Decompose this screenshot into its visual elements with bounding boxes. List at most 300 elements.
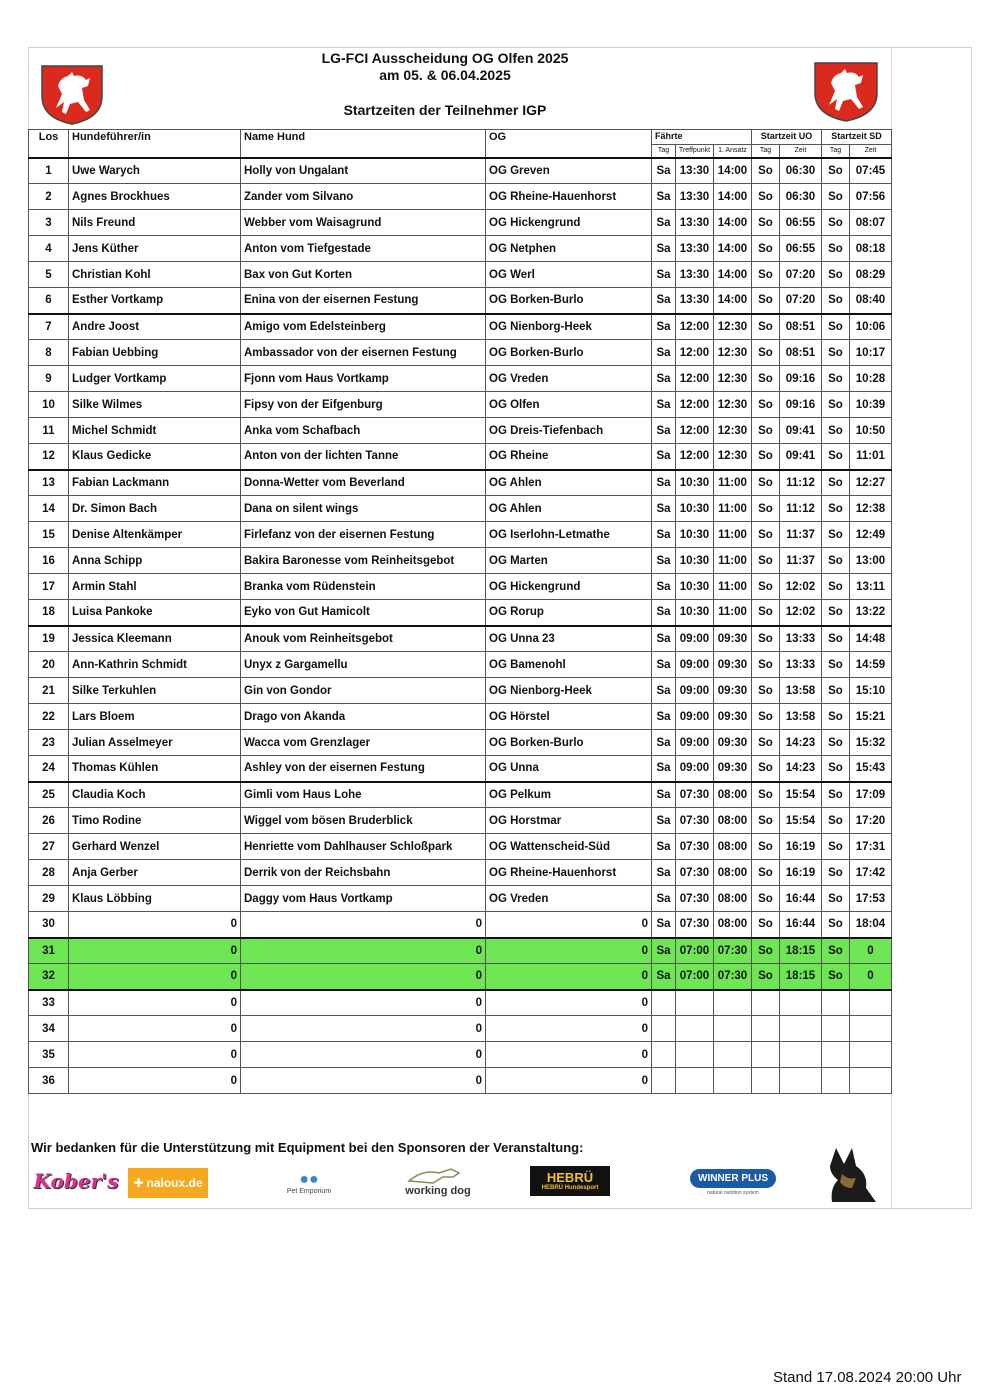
table-row [29, 288, 892, 314]
cell-sd-tag: So [822, 964, 850, 990]
cell-dog: Fipsy von der Eifgenburg [241, 392, 486, 418]
cell-los: 6 [29, 288, 69, 314]
sponsors-section [28, 1138, 972, 1209]
cell-uo-tag: So [752, 444, 780, 470]
cell-handler: Silke Terkuhlen [69, 678, 241, 704]
cell-og: OG Vreden [486, 366, 652, 392]
cell-sd-zeit [850, 1042, 892, 1068]
cell-treffpunkt: 12:00 [676, 314, 714, 340]
cell-dog: Unyx z Gargamellu [241, 652, 486, 678]
cell-sd-tag: So [822, 444, 850, 470]
cell-uo-zeit: 06:30 [780, 184, 822, 210]
cell-uo-tag: So [752, 262, 780, 288]
cell-faehrte-tag: Sa [652, 782, 676, 808]
cell-sd-zeit: 15:43 [850, 756, 892, 782]
cell-handler: Esther Vortkamp [69, 288, 241, 314]
naloux-logo[interactable] [128, 1168, 208, 1198]
cell-faehrte-tag: Sa [652, 522, 676, 548]
cell-uo-tag: So [752, 184, 780, 210]
cell-sd-tag: So [822, 574, 850, 600]
cell-dog: 0 [241, 1068, 486, 1094]
cell-dog: Wacca vom Grenzlager [241, 730, 486, 756]
cell-ansatz: 11:00 [714, 600, 752, 626]
kobers-logo[interactable] [34, 1166, 118, 1196]
cell-dog: Webber vom Waisagrund [241, 210, 486, 236]
cell-dog: Wiggel vom bösen Bruderblick [241, 808, 486, 834]
cell-uo-zeit: 11:12 [780, 496, 822, 522]
cell-ansatz: 12:30 [714, 444, 752, 470]
naloux-plus-icon: ✚ [133, 1176, 144, 1190]
cell-og: OG Vreden [486, 886, 652, 912]
cell-dog: 0 [241, 964, 486, 990]
cell-dog: Dana on silent wings [241, 496, 486, 522]
cell-dog: 0 [241, 938, 486, 964]
cell-faehrte-tag: Sa [652, 288, 676, 314]
cell-uo-zeit [780, 1042, 822, 1068]
cell-los: 31 [29, 938, 69, 964]
cell-uo-zeit: 15:54 [780, 782, 822, 808]
table-row [29, 600, 892, 626]
cell-sd-zeit: 07:56 [850, 184, 892, 210]
cell-faehrte-tag: Sa [652, 808, 676, 834]
cell-sd-tag [822, 1042, 850, 1068]
cell-uo-zeit: 09:41 [780, 418, 822, 444]
cell-handler: Agnes Brockhues [69, 184, 241, 210]
hebru-logo[interactable] [530, 1166, 610, 1196]
cell-ansatz: 12:30 [714, 418, 752, 444]
cell-uo-tag: So [752, 886, 780, 912]
cell-sd-tag: So [822, 626, 850, 652]
cell-faehrte-tag: Sa [652, 236, 676, 262]
cell-faehrte-tag: Sa [652, 470, 676, 496]
cell-ansatz: 09:30 [714, 730, 752, 756]
cell-handler: 0 [69, 964, 241, 990]
cell-sd-zeit: 15:32 [850, 730, 892, 756]
cell-uo-zeit: 08:51 [780, 314, 822, 340]
cell-uo-zeit: 11:12 [780, 470, 822, 496]
cell-faehrte-tag [652, 990, 676, 1016]
cell-faehrte-tag: Sa [652, 834, 676, 860]
cell-sd-tag [822, 1016, 850, 1042]
cell-sd-zeit: 18:04 [850, 912, 892, 938]
cell-sd-zeit: 17:42 [850, 860, 892, 886]
cell-los: 27 [29, 834, 69, 860]
table-row [29, 470, 892, 496]
cell-los: 7 [29, 314, 69, 340]
cell-sd-tag: So [822, 704, 850, 730]
cell-sd-zeit: 10:17 [850, 340, 892, 366]
cell-los: 26 [29, 808, 69, 834]
cell-ansatz: 08:00 [714, 834, 752, 860]
cell-dog: 0 [241, 990, 486, 1016]
table-row [29, 496, 892, 522]
cell-uo-tag: So [752, 964, 780, 990]
cell-ansatz: 08:00 [714, 808, 752, 834]
cell-ansatz: 11:00 [714, 470, 752, 496]
cell-treffpunkt: 07:30 [676, 860, 714, 886]
winner-plus-logo[interactable] [690, 1164, 776, 1200]
cell-treffpunkt: 12:00 [676, 444, 714, 470]
cell-og: OG Rheine-Hauenhorst [486, 184, 652, 210]
cell-faehrte-tag [652, 1016, 676, 1042]
cell-sd-zeit: 17:53 [850, 886, 892, 912]
cell-og: OG Olfen [486, 392, 652, 418]
cell-handler: Luisa Pankoke [69, 600, 241, 626]
subheader-ansatz: 1. Ansatz [714, 145, 752, 158]
cell-handler: Timo Rodine [69, 808, 241, 834]
cell-handler: Denise Altenkämper [69, 522, 241, 548]
cell-handler: Klaus Gedicke [69, 444, 241, 470]
table-row [29, 886, 892, 912]
cell-sd-zeit: 08:40 [850, 288, 892, 314]
cell-uo-tag: So [752, 600, 780, 626]
cell-los: 17 [29, 574, 69, 600]
cell-sd-zeit: 15:10 [850, 678, 892, 704]
cell-uo-tag: So [752, 548, 780, 574]
cell-los: 35 [29, 1042, 69, 1068]
cell-sd-zeit: 17:09 [850, 782, 892, 808]
winner-plus-subtext: natural nutrition system [707, 1189, 759, 1196]
table-row [29, 912, 892, 938]
cell-dog: Eyko von Gut Hamicolt [241, 600, 486, 626]
cell-faehrte-tag: Sa [652, 496, 676, 522]
cell-los: 8 [29, 340, 69, 366]
subheader-uo-tag: Tag [752, 145, 780, 158]
cell-dog: Bax von Gut Korten [241, 262, 486, 288]
cell-dog: Gimli vom Haus Lohe [241, 782, 486, 808]
cell-uo-zeit: 14:23 [780, 730, 822, 756]
cell-og: OG Wattenscheid-Süd [486, 834, 652, 860]
cell-sd-zeit: 12:27 [850, 470, 892, 496]
table-row [29, 262, 892, 288]
cell-sd-tag: So [822, 652, 850, 678]
cell-treffpunkt: 09:00 [676, 730, 714, 756]
cell-faehrte-tag: Sa [652, 366, 676, 392]
cell-og: OG Hörstel [486, 704, 652, 730]
cell-treffpunkt: 10:30 [676, 470, 714, 496]
cell-og: OG Borken-Burlo [486, 288, 652, 314]
cell-treffpunkt: 07:30 [676, 886, 714, 912]
cell-treffpunkt [676, 1068, 714, 1094]
working-dog-text: working dog [405, 1185, 471, 1197]
cell-sd-tag: So [822, 236, 850, 262]
table-row [29, 756, 892, 782]
cell-treffpunkt: 12:00 [676, 392, 714, 418]
subheader-uo-zeit: Zeit [780, 145, 822, 158]
cell-faehrte-tag: Sa [652, 626, 676, 652]
cell-los: 4 [29, 236, 69, 262]
cell-handler: Uwe Warych [69, 158, 241, 184]
cell-ansatz: 08:00 [714, 886, 752, 912]
cell-sd-tag: So [822, 886, 850, 912]
cell-og: OG Bamenohl [486, 652, 652, 678]
cell-og: OG Greven [486, 158, 652, 184]
table-header-row [29, 130, 892, 145]
cell-faehrte-tag: Sa [652, 392, 676, 418]
header-startzeit-sd: Startzeit SD [822, 130, 892, 145]
cell-sd-zeit: 08:07 [850, 210, 892, 236]
cell-ansatz: 14:00 [714, 262, 752, 288]
cell-uo-tag: So [752, 392, 780, 418]
table-row [29, 1042, 892, 1068]
cell-faehrte-tag: Sa [652, 184, 676, 210]
cell-uo-zeit: 09:41 [780, 444, 822, 470]
cell-sd-tag: So [822, 938, 850, 964]
cell-sd-zeit: 08:29 [850, 262, 892, 288]
cell-treffpunkt: 10:30 [676, 574, 714, 600]
cell-handler: Michel Schmidt [69, 418, 241, 444]
cell-uo-zeit: 06:55 [780, 236, 822, 262]
cell-treffpunkt: 07:30 [676, 808, 714, 834]
cell-handler: Anna Schipp [69, 548, 241, 574]
cell-sd-tag: So [822, 808, 850, 834]
naloux-logo-text: naloux.de [146, 1176, 203, 1190]
table-row [29, 834, 892, 860]
cell-treffpunkt: 10:30 [676, 496, 714, 522]
cell-sd-zeit: 13:00 [850, 548, 892, 574]
cell-ansatz: 07:30 [714, 964, 752, 990]
cell-uo-tag: So [752, 912, 780, 938]
cell-faehrte-tag: Sa [652, 444, 676, 470]
cell-og: OG Dreis-Tiefenbach [486, 418, 652, 444]
cell-dog: Anka vom Schafbach [241, 418, 486, 444]
cell-og: OG Netphen [486, 236, 652, 262]
cell-treffpunkt: 09:00 [676, 678, 714, 704]
cell-faehrte-tag: Sa [652, 756, 676, 782]
cell-treffpunkt: 13:30 [676, 210, 714, 236]
cell-faehrte-tag: Sa [652, 418, 676, 444]
cell-treffpunkt [676, 1016, 714, 1042]
cell-ansatz [714, 1068, 752, 1094]
cell-uo-zeit: 13:58 [780, 678, 822, 704]
table-row [29, 626, 892, 652]
cell-og: OG Rheine-Hauenhorst [486, 860, 652, 886]
table-row [29, 392, 892, 418]
cell-sd-tag: So [822, 548, 850, 574]
header-og: OG [486, 130, 652, 158]
cell-sd-tag: So [822, 288, 850, 314]
table-row [29, 990, 892, 1016]
cell-los: 5 [29, 262, 69, 288]
cell-ansatz: 11:00 [714, 548, 752, 574]
stand-timestamp: Stand 17.08.2024 20:00 Uhr [773, 1369, 962, 1386]
cell-uo-zeit: 11:37 [780, 522, 822, 548]
cell-og: 0 [486, 964, 652, 990]
cell-ansatz: 14:00 [714, 184, 752, 210]
table-row [29, 366, 892, 392]
cell-los: 20 [29, 652, 69, 678]
cell-los: 29 [29, 886, 69, 912]
cell-sd-tag: So [822, 912, 850, 938]
cell-sd-zeit [850, 990, 892, 1016]
cell-sd-tag: So [822, 366, 850, 392]
cell-handler: 0 [69, 1068, 241, 1094]
header-faehrte: Fährte [652, 130, 752, 145]
cell-sd-tag: So [822, 756, 850, 782]
cell-los: 25 [29, 782, 69, 808]
cell-sd-tag: So [822, 600, 850, 626]
cell-handler: Silke Wilmes [69, 392, 241, 418]
cell-og: OG Borken-Burlo [486, 340, 652, 366]
cell-sd-tag [822, 990, 850, 1016]
cell-uo-zeit: 08:51 [780, 340, 822, 366]
cell-uo-zeit: 09:16 [780, 392, 822, 418]
cell-treffpunkt: 07:00 [676, 964, 714, 990]
cell-los: 30 [29, 912, 69, 938]
cell-uo-zeit: 09:16 [780, 366, 822, 392]
cell-los: 21 [29, 678, 69, 704]
subheader-treffpunkt: Treffpunkt [676, 145, 714, 158]
cell-uo-zeit: 12:02 [780, 574, 822, 600]
table-row [29, 652, 892, 678]
cell-og: OG Hickengrund [486, 210, 652, 236]
cell-faehrte-tag: Sa [652, 912, 676, 938]
cell-faehrte-tag: Sa [652, 938, 676, 964]
cell-sd-zeit: 12:49 [850, 522, 892, 548]
cell-og: OG Nienborg-Heek [486, 678, 652, 704]
cell-treffpunkt: 13:30 [676, 236, 714, 262]
cell-uo-zeit: 13:33 [780, 652, 822, 678]
cell-treffpunkt: 10:30 [676, 548, 714, 574]
cell-treffpunkt: 12:00 [676, 340, 714, 366]
cell-treffpunkt: 09:00 [676, 626, 714, 652]
cell-sd-zeit: 10:39 [850, 392, 892, 418]
cell-dog: Amigo vom Edelsteinberg [241, 314, 486, 340]
cell-treffpunkt: 12:00 [676, 418, 714, 444]
cell-og: OG Marten [486, 548, 652, 574]
cell-sd-tag: So [822, 834, 850, 860]
cell-los: 36 [29, 1068, 69, 1094]
cell-faehrte-tag [652, 1068, 676, 1094]
cell-dog: 0 [241, 1016, 486, 1042]
cell-sd-zeit: 11:01 [850, 444, 892, 470]
cell-sd-zeit [850, 1068, 892, 1094]
cell-ansatz [714, 1016, 752, 1042]
cell-sd-tag: So [822, 314, 850, 340]
cell-sd-tag: So [822, 678, 850, 704]
cell-treffpunkt: 07:30 [676, 782, 714, 808]
cell-faehrte-tag: Sa [652, 262, 676, 288]
table-row [29, 184, 892, 210]
subtitle: Startzeiten der Teilnehmer IGP [343, 102, 547, 118]
cell-handler: Dr. Simon Bach [69, 496, 241, 522]
crest-right-icon [811, 57, 881, 123]
cell-faehrte-tag: Sa [652, 210, 676, 236]
cell-uo-zeit: 07:20 [780, 262, 822, 288]
cell-los: 15 [29, 522, 69, 548]
cell-treffpunkt: 12:00 [676, 366, 714, 392]
cell-ansatz [714, 990, 752, 1016]
cell-uo-zeit: 18:15 [780, 938, 822, 964]
table-row [29, 808, 892, 834]
cell-treffpunkt [676, 1042, 714, 1068]
cell-uo-tag [752, 1068, 780, 1094]
cell-uo-tag: So [752, 756, 780, 782]
cell-los: 11 [29, 418, 69, 444]
cell-sd-zeit: 10:06 [850, 314, 892, 340]
cell-sd-tag [822, 1068, 850, 1094]
cell-handler: Thomas Kühlen [69, 756, 241, 782]
cell-ansatz: 12:30 [714, 366, 752, 392]
cell-faehrte-tag: Sa [652, 158, 676, 184]
cell-og: OG Horstmar [486, 808, 652, 834]
cell-uo-tag: So [752, 652, 780, 678]
cell-handler: Anja Gerber [69, 860, 241, 886]
cell-dog: 0 [241, 912, 486, 938]
cell-uo-zeit: 16:19 [780, 834, 822, 860]
cell-handler: Julian Asselmeyer [69, 730, 241, 756]
cell-sd-tag: So [822, 392, 850, 418]
cell-faehrte-tag [652, 1042, 676, 1068]
cell-ansatz: 11:00 [714, 574, 752, 600]
cell-uo-tag: So [752, 626, 780, 652]
cell-uo-tag: So [752, 210, 780, 236]
cell-sd-zeit: 14:59 [850, 652, 892, 678]
cell-ansatz: 11:00 [714, 496, 752, 522]
cell-uo-zeit: 13:58 [780, 704, 822, 730]
pet-emporium-logo[interactable] [272, 1166, 346, 1200]
cell-dog: Anton vom Tiefgestade [241, 236, 486, 262]
cell-sd-tag: So [822, 262, 850, 288]
cell-sd-zeit: 0 [850, 964, 892, 990]
working-dog-logo[interactable] [388, 1162, 488, 1200]
cell-uo-tag: So [752, 808, 780, 834]
cell-dog: Ambassador von der eisernen Festung [241, 340, 486, 366]
cell-handler: Christian Kohl [69, 262, 241, 288]
cell-ansatz: 09:30 [714, 678, 752, 704]
cell-uo-zeit: 11:37 [780, 548, 822, 574]
title-line-2: am 05. & 06.04.2025 [379, 67, 511, 83]
cell-los: 3 [29, 210, 69, 236]
cell-uo-tag: So [752, 158, 780, 184]
cell-treffpunkt: 07:30 [676, 834, 714, 860]
subheader-sd-tag: Tag [822, 145, 850, 158]
cell-uo-tag: So [752, 366, 780, 392]
table-row [29, 1016, 892, 1042]
header-startzeit-uo: Startzeit UO [752, 130, 822, 145]
cell-dog: Henriette vom Dahlhauser Schloßpark [241, 834, 486, 860]
table-row [29, 418, 892, 444]
cell-ansatz: 09:30 [714, 626, 752, 652]
cell-los: 1 [29, 158, 69, 184]
cell-dog: Firlefanz von der eisernen Festung [241, 522, 486, 548]
cell-og: OG Hickengrund [486, 574, 652, 600]
cell-og: OG Borken-Burlo [486, 730, 652, 756]
cell-dog: Ashley von der eisernen Festung [241, 756, 486, 782]
cell-ansatz: 14:00 [714, 288, 752, 314]
cell-og: OG Unna [486, 756, 652, 782]
cell-handler: 0 [69, 1016, 241, 1042]
cell-uo-zeit: 15:54 [780, 808, 822, 834]
cell-faehrte-tag: Sa [652, 704, 676, 730]
cell-uo-tag: So [752, 782, 780, 808]
cell-uo-zeit: 14:23 [780, 756, 822, 782]
pet-emporium-text: Pet Emporium [286, 1187, 332, 1195]
sponsors-title: Wir bedanken für die Unterstützung mit Equipment bei den Sponsoren der Veranstaltung: [31, 1140, 584, 1155]
cell-dog: Drago von Akanda [241, 704, 486, 730]
title-line-1: LG-FCI Ausscheidung OG Olfen 2025 [321, 50, 569, 66]
cell-treffpunkt: 07:30 [676, 912, 714, 938]
cell-ansatz: 08:00 [714, 782, 752, 808]
kobers-logo-text: Kober's [33, 1169, 119, 1193]
cell-og: OG Iserlohn-Letmathe [486, 522, 652, 548]
cell-los: 18 [29, 600, 69, 626]
cell-sd-zeit: 15:21 [850, 704, 892, 730]
cell-sd-tag: So [822, 210, 850, 236]
running-dog-icon [403, 1165, 473, 1185]
cell-sd-zeit: 10:50 [850, 418, 892, 444]
cell-uo-zeit [780, 1016, 822, 1042]
